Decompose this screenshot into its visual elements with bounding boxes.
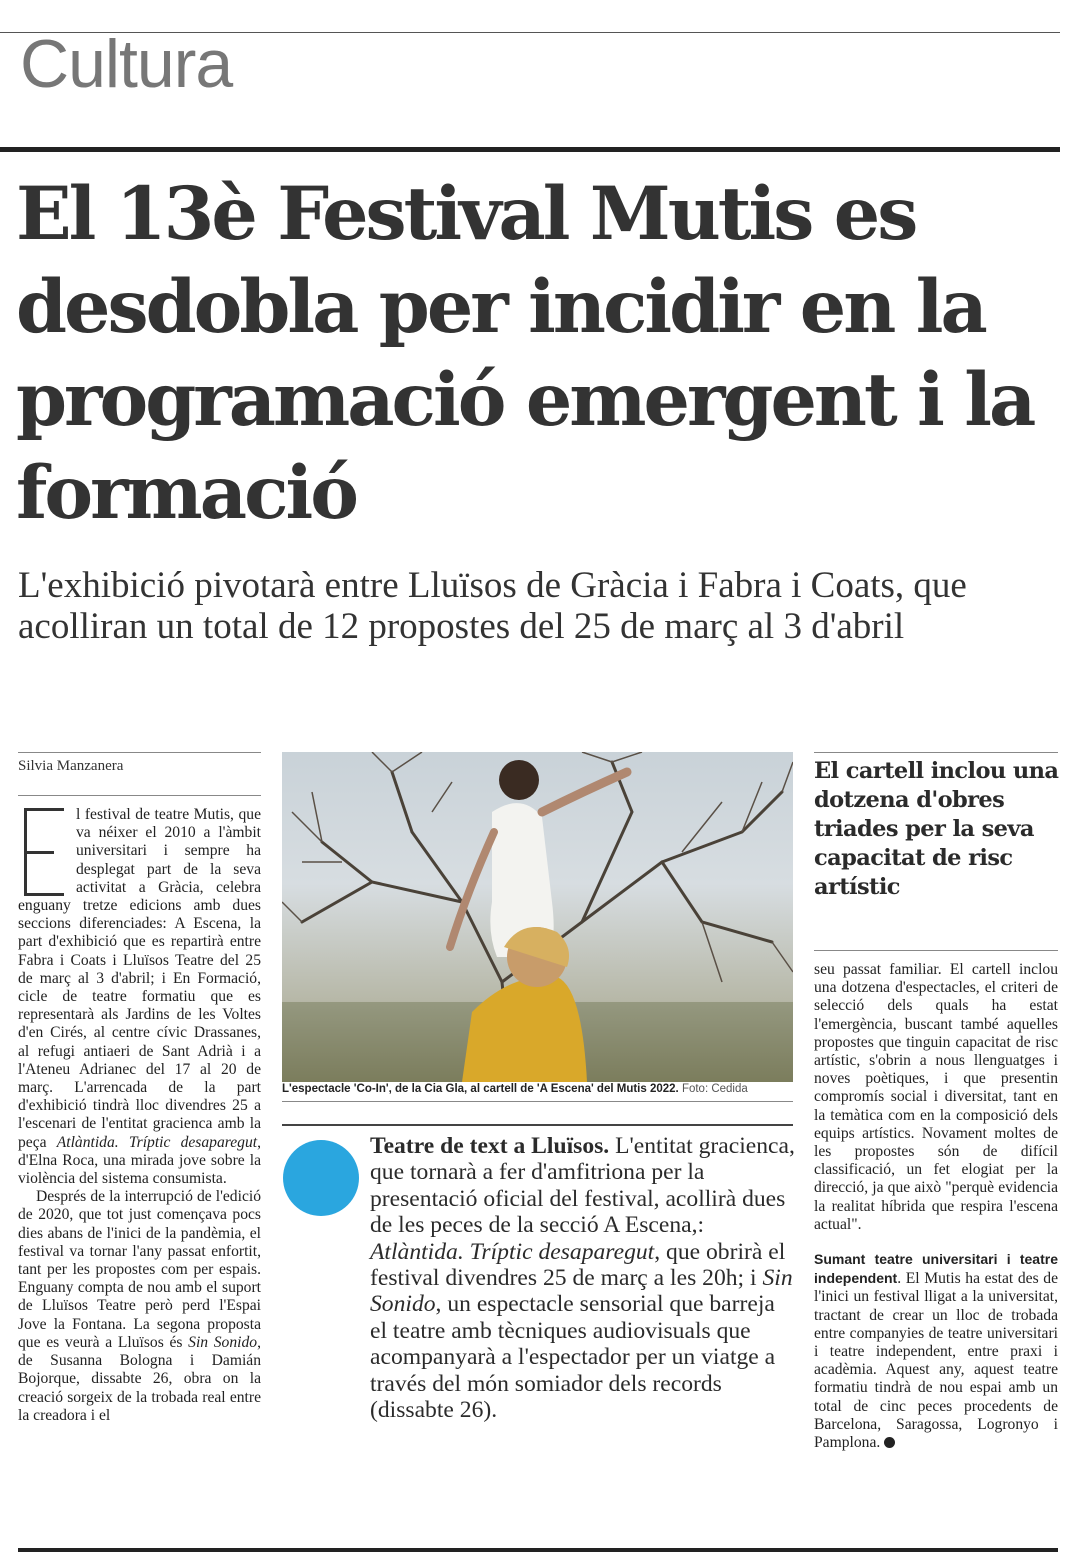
subheadline: L'exhibició pivotarà entre Lluïsos de Gràcia i Fabra i Coats, que acolliran un total de 12 propostes del 25 de març al 3 d'abril	[18, 565, 967, 647]
byline-rule-bottom	[18, 795, 261, 796]
info-box: Teatre de text a Lluïsos. L'entitat gracienca, que tornarà a fer d'amfitriona per la presentació oficial del festival, acollirà dues de les peces de la secció A Escena,: Atlàntida. Tríptic desaparegut, que obrirà el festival divendres 25 de març a les 20h; i Sin Sonido, un espectacle sensorial que barreja el teatre amb tècniques audiovisuals que acompanyarà a l'espectador per un viatge a través del món somiador dels records (dissabte 26).	[370, 1133, 795, 1424]
photo-caption: L'espectacle 'Co-In', de la Cia Gla, al cartell de 'A Escena' del Mutis 2022. Foto: Cedida	[282, 1083, 748, 1095]
column-3	[814, 961, 1058, 1452]
byline-rule	[18, 752, 261, 753]
photo-caption-rule	[282, 1101, 793, 1102]
bottom-rule	[18, 1548, 1058, 1552]
section-subhead: Sumant teatre universitari i teatre independent	[814, 1251, 1058, 1287]
header-rule	[0, 147, 1060, 152]
paragraph: Després de la interrupció de l'edició de 2020, que tot just començava pocs dies abans de l'inici de la pandèmia, el festival va tornar l'any passat enfortit, tant per les propostes com per espais. Enguany compta de nou amb el suport de Lluïsos Teatre però perd l'Espai Jove la Fontana. La segona proposta que es veurà a Lluïsos és Sin Sonido, de Susanna Bologna i Damián Bojorque, dissabte 26, obra on la creació sorgeix de la trobada real entre la creadora i el	[18, 1188, 261, 1424]
box-bullet-dot	[283, 1140, 359, 1216]
pullquote-rule-bottom	[814, 950, 1058, 951]
dropcap-e	[18, 808, 66, 896]
headline: El 13è Festival Mutis es desdobla per incidir en la programació emergent i la formació	[16, 171, 1034, 536]
paragraph: l festival de teatre Mutis, que va néixer el 2010 a l'àmbit universitari i sempre ha desplegat part de la seva activitat a Gràcia, celebra enguany tretze edicions amb dues seccions diferenciades: A Escena, la part d'exhibició que es repartirà entre Fabra i Coats i Lluïsos Teatre del 25 de març al 3 d'abril; i En Formació, cicle de teatre formatiu que es representarà als Jardins de les Voltes d'en Cirés, al centre cívic Drassanes, al refugi antiaeri de Sant Adrià i a l'Ateneu Adrianec del 17 al 20 de març. L'arrencada de la part d'exhibició tindrà lloc divendres 25 a l'escenari de l'entitat gracienca amb la peça Atlàntida. Tríptic desaparegut, d'Elna Roca, una mirada jove sobre la violència del sistema consumista.	[18, 806, 261, 1188]
pullquote-rule-top	[814, 752, 1058, 753]
end-mark-icon	[884, 1437, 895, 1448]
section-label: Cultura	[20, 26, 233, 102]
box-rule	[282, 1124, 793, 1126]
photo-illustration	[282, 752, 793, 1082]
pull-quote: El cartell inclou una dotzena d'obres triades per la seva capacitat de risc artístic	[814, 758, 1059, 900]
article-photo	[282, 752, 793, 1082]
paragraph: seu passat familiar. El cartell inclou una dotzena d'espectacles, el criteri de selecció dels quals ha estat l'emergència, buscant també aquelles propostes que tinguin capacitat de risc artístic, s'obrin a nous llenguatges i noves poètiques, i que presentin compromís social i diversitat, tant en la temàtica com en la composició dels equips artístics. Novament moltes de les propostes són de difícil classificació, un fet elogiat per la direcció, ja que això "perquè evidencia la realitat híbrida que respira l'escena actual".	[814, 961, 1058, 1233]
column-1	[18, 806, 261, 1425]
paragraph: Sumant teatre universitari i teatre independent. El Mutis ha estat des de l'inici un festival lligat a la universitat, tractant de crear un lloc de trobada entre companyies de teatre universitari i teatre independent, entre praxi i acadèmia. Aquest any, aquest teatre formatiu tindrà de nou espai amb un total de cinc peces procedents de Barcelona, Saragossa, Logronyo i Pamplona.	[814, 1251, 1058, 1452]
byline: Silvia Manzanera	[18, 758, 124, 774]
